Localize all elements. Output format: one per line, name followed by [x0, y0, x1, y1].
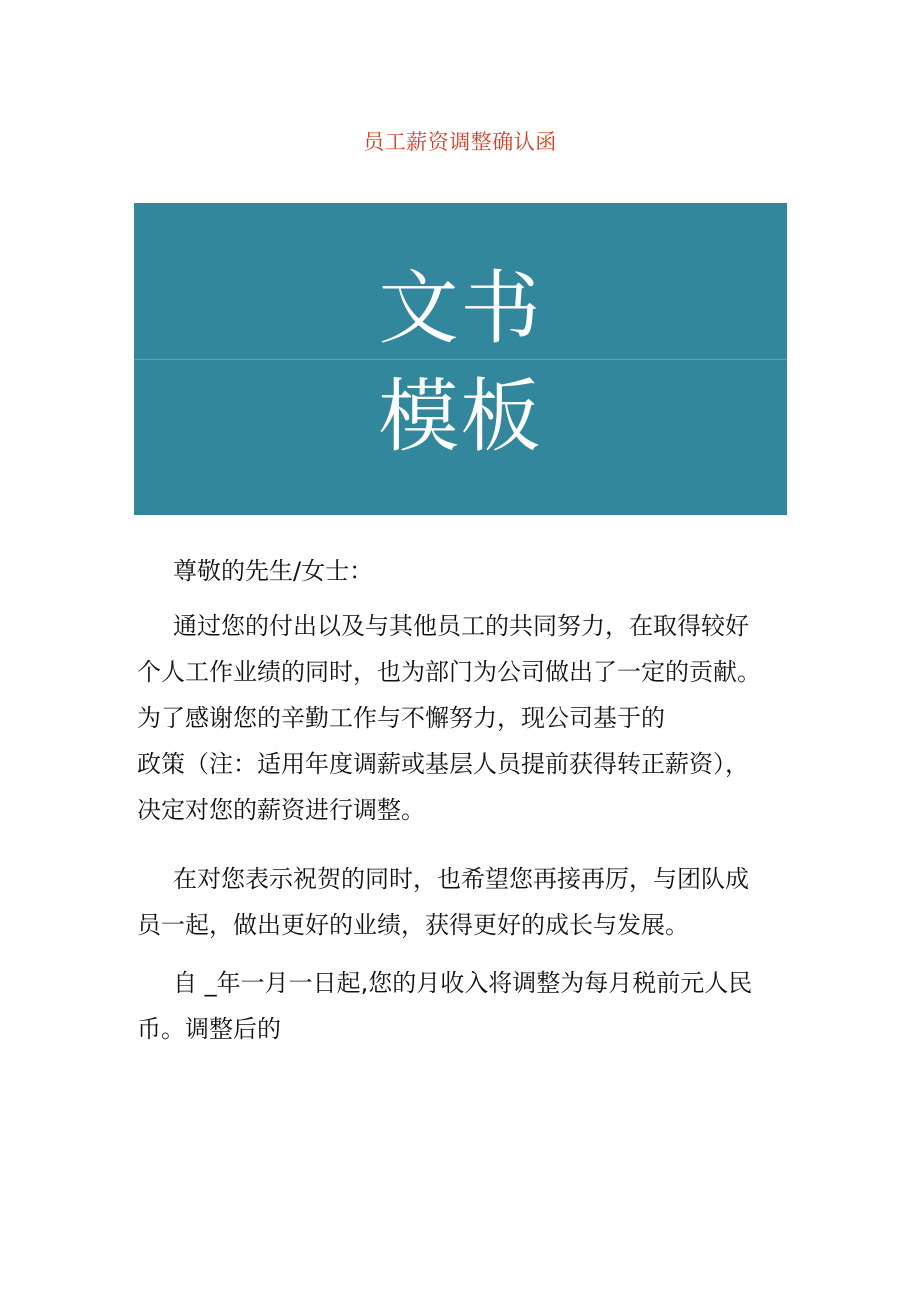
paragraph-line: 通过您的付出以及与其他员工的共同努力，在取得较好 — [173, 612, 749, 640]
banner-line-2: 模板 — [378, 370, 543, 463]
paragraph-line: 自 _年一月一日起,您的月收入将调整为每月税前元人民 — [173, 969, 753, 997]
document-title: 员工薪资调整确认函 — [363, 130, 557, 154]
paragraph-line: 币。调整后的 — [137, 1015, 281, 1043]
paragraph-line: 个人工作业绩的同时，也为部门为公司做出了一定的贡献。 — [137, 658, 761, 686]
paragraph-line: 员一起，做出更好的业绩，获得更好的成长与发展。 — [137, 911, 689, 939]
paragraph-appreciation — [137, 603, 777, 833]
banner-divider — [134, 359, 787, 360]
paragraph-congratulation — [137, 856, 777, 948]
paragraph-line: 决定对您的薪资进行调整。 — [137, 796, 425, 824]
paragraph-line: 政策（注：适用年度调薪或基层人员提前获得转正薪资）， — [137, 750, 749, 778]
paragraph-salary-change — [137, 960, 777, 1052]
greeting: 尊敬的先生/女士： — [173, 557, 374, 585]
banner-line-1: 文书 — [378, 262, 543, 355]
template-banner — [134, 203, 787, 515]
paragraph-line: 在对您表示祝贺的同时，也希望您再接再厉，与团队成 — [173, 865, 749, 893]
paragraph-line: 为了感谢您的辛勤工作与不懈努力，现公司基于的 — [137, 704, 665, 732]
